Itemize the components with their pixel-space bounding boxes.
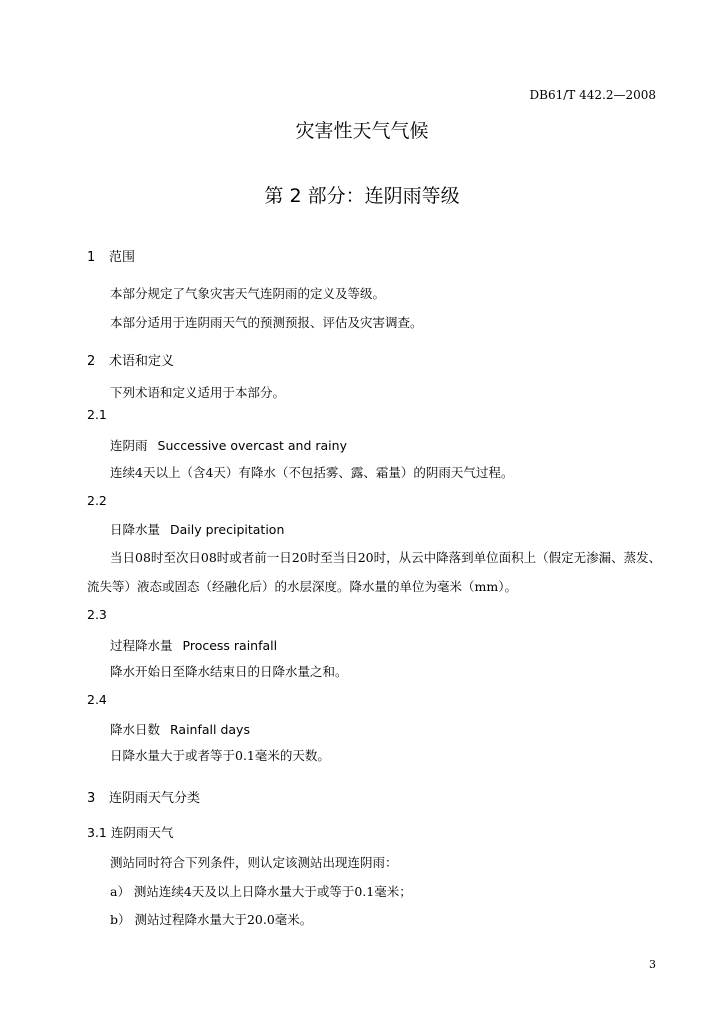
term-heading [110,436,347,454]
term-cn: 降水日数 [110,722,161,737]
term-heading [110,720,250,738]
term-en: Successive overcast and rainy [157,438,347,453]
clause-number: 2.1 [87,407,107,422]
section-3-heading [87,787,200,806]
section-1-heading [87,246,135,265]
term-en: Rainfall days [170,722,250,737]
document-title: 灾害性天气气候 [295,120,429,142]
subsection-title: 连阴雨天气 [110,825,174,840]
list-item: b） 测站过程降水量大于20.0毫米。 [110,912,313,927]
subsection-heading [87,823,173,841]
term-cn: 过程降水量 [110,638,173,653]
term-en: Process rainfall [182,638,278,653]
page-number: 3 [649,958,656,971]
section-title: 术语和定义 [109,354,175,369]
section-number: 1 [87,250,96,265]
term-en: Daily precipitation [170,522,285,537]
term-heading [110,636,277,654]
term-cn: 日降水量 [110,522,161,537]
standard-code: DB61/T 442.2—2008 [529,88,656,102]
section-number: 2 [87,354,96,369]
section-title: 范围 [109,250,136,265]
section-number: 3 [87,791,96,806]
paragraph: 测站同时符合下列条件，则认定该测站出现连阴雨： [110,855,398,870]
definition: 连续4天以上（含4天）有降水（不包括雾、露、霜量）的阴雨天气过程。 [110,465,514,480]
clause-number: 2.4 [87,692,107,707]
term-cn: 连阴雨 [110,438,148,453]
section-title: 连阴雨天气分类 [109,791,201,806]
definition: 日降水量大于或者等于0.1毫米的天数。 [110,748,330,763]
paragraph: 本部分规定了气象灾害天气连阴雨的定义及等级。 [110,286,386,301]
definition: 降水开始日至降水结束日的日降水量之和。 [110,664,348,679]
list-item: a） 测站连续4天及以上日降水量大于或等于0.1毫米； [110,884,412,899]
clause-number: 2.2 [87,493,107,508]
paragraph: 本部分适用于连阴雨天气的预测预报、评估及灾害调查。 [110,315,423,330]
definition: 流失等）液态或固态（经融化后）的水层深度。降水量的单位为毫米（mm）。 [87,579,517,594]
subsection-number: 3.1 [87,825,107,840]
term-heading [110,520,284,538]
section-2-heading [87,350,174,369]
paragraph: 下列术语和定义适用于本部分。 [110,385,286,400]
part-title: 第 2 部分：连阴雨等级 [264,185,460,207]
clause-number: 2.3 [87,607,107,622]
definition: 当日08时至次日08时或者前一日20时至当日20时，从云中降落到单位面积上（假定无渗漏、蒸发、 [110,550,662,565]
